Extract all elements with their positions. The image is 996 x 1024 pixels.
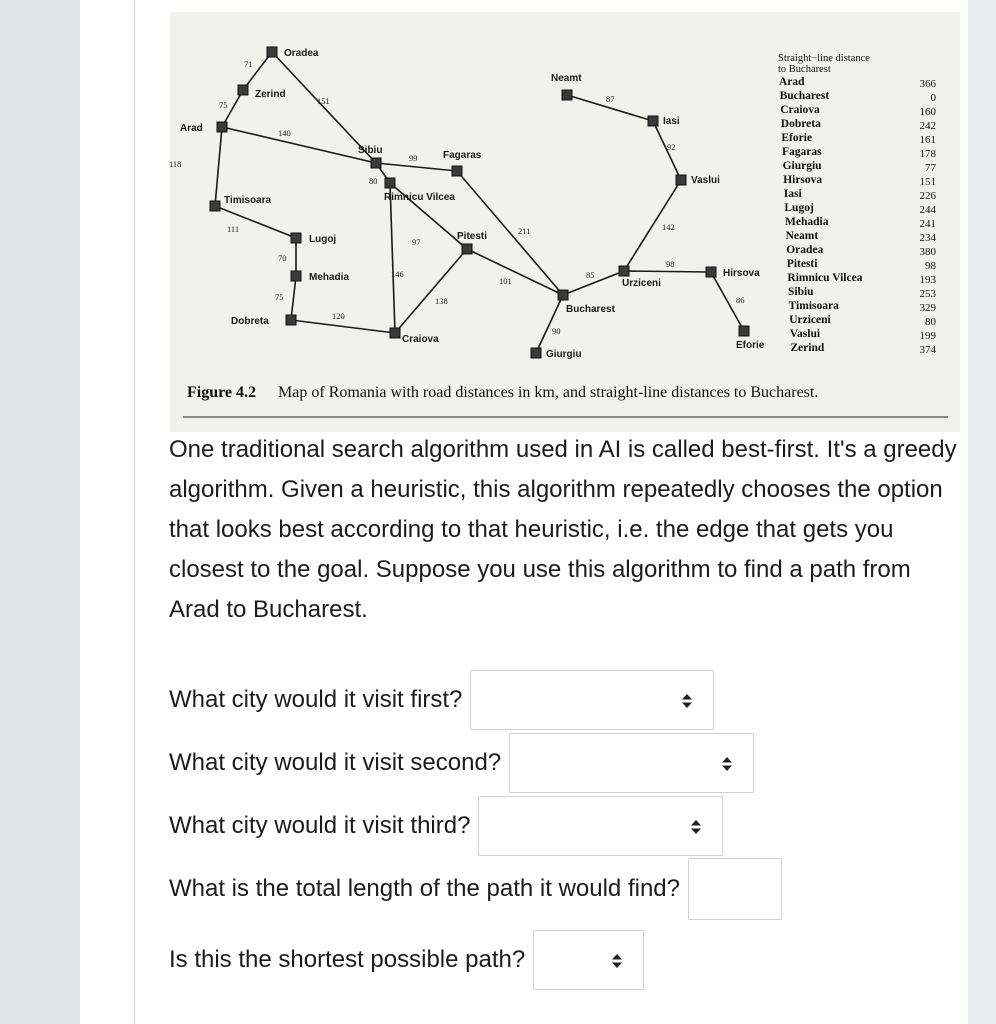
figure-caption <box>187 384 957 402</box>
road-oradea-zerind <box>243 52 272 90</box>
city-node-eforie <box>739 326 749 336</box>
sld-city-2: Craiova <box>780 104 820 116</box>
sld-city-17: Urziceni <box>789 314 831 326</box>
sld-city-6: Giurgiu <box>782 160 822 172</box>
question-5-select[interactable] <box>533 930 644 990</box>
road-distance-oradea-sibiu: 151 <box>317 96 330 106</box>
city-node-zerind <box>238 85 248 95</box>
question-3-row <box>169 796 723 856</box>
sld-distance-6: 77 <box>925 162 936 174</box>
road-distance-vaslui-iasi: 92 <box>667 142 676 152</box>
road-distance-mehadia-dobreta: 75 <box>275 292 284 302</box>
question-2-select[interactable] <box>509 733 754 793</box>
city-label-bucharest: Bucharest <box>566 304 615 315</box>
select-arrows-icon <box>681 693 693 709</box>
sld-city-8: Iasi <box>783 188 802 200</box>
sld-city-14: Rimnicu Vilcea <box>787 272 863 284</box>
road-distance-lugoj-mehadia: 70 <box>278 253 287 263</box>
city-label-sibiu: Sibiu <box>358 145 383 156</box>
question-5-row <box>169 930 644 990</box>
city-node-rimnicu <box>385 178 395 188</box>
sld-city-15: Sibiu <box>788 286 814 298</box>
road-distance-hirsova-eforie: 86 <box>736 295 745 305</box>
question-4-label: What is the total length of the path it would find? <box>169 875 680 902</box>
city-node-craiova <box>390 328 400 338</box>
sld-distance-10: 241 <box>919 218 936 230</box>
city-label-neamt: Neamt <box>551 73 582 84</box>
road-distance-bucharest-urziceni: 85 <box>586 270 595 280</box>
road-distance-craiova-pitesti: 138 <box>435 296 448 306</box>
sld-title-line: Straight−line distance <box>778 53 870 64</box>
city-label-giurgiu: Giurgiu <box>546 349 582 360</box>
road-pitesti-bucharest <box>467 249 563 295</box>
road-distance-arad-sibiu: 140 <box>278 128 291 138</box>
road-mehadia-dobreta <box>291 276 296 320</box>
sld-distance-17: 80 <box>925 316 936 328</box>
city-label-oradea: Oradea <box>284 48 319 59</box>
question-1-label: What city would it visit first? <box>169 686 463 713</box>
road-distance-fagaras-bucharest: 211 <box>518 226 531 236</box>
question-1-select[interactable] <box>470 670 714 730</box>
sld-city-10: Mehadia <box>785 216 829 228</box>
sld-city-16: Timisoara <box>788 300 839 312</box>
road-distance-urziceni-vaslui: 142 <box>662 222 675 232</box>
sld-distance-1: 0 <box>930 92 936 104</box>
sld-city-18: Vaslui <box>789 328 821 340</box>
sld-city-11: Neamt <box>785 230 819 242</box>
select-arrows-icon <box>611 953 623 969</box>
city-node-arad <box>217 122 227 132</box>
city-node-vaslui <box>676 175 686 185</box>
road-distance-pitesti-bucharest: 101 <box>499 276 512 286</box>
sld-city-4: Eforie <box>781 132 813 144</box>
city-label-timisoara: Timisoara <box>224 195 272 206</box>
city-label-dobreta: Dobreta <box>231 316 269 327</box>
sld-distance-11: 234 <box>919 232 936 244</box>
city-node-urziceni <box>619 266 629 276</box>
road-arad-sibiu <box>222 127 376 163</box>
sld-distance-2: 160 <box>919 106 936 118</box>
sld-distance-8: 226 <box>919 190 936 202</box>
sld-distance-12: 380 <box>919 246 936 258</box>
figure-underline <box>183 416 948 418</box>
sld-distance-4: 161 <box>919 134 936 146</box>
road-dobreta-craiova <box>291 320 395 333</box>
select-arrows-icon <box>690 819 702 835</box>
city-node-pitesti <box>462 244 472 254</box>
city-node-iasi <box>648 116 658 126</box>
sld-city-7: Hirsova <box>783 174 823 186</box>
road-rimnicu-craiova <box>390 183 395 333</box>
sld-distance-18: 199 <box>919 330 936 342</box>
sld-distance-3: 242 <box>919 120 936 132</box>
city-node-timisoara <box>210 201 220 211</box>
city-node-fagaras <box>452 166 462 176</box>
question-2-label: What city would it visit second? <box>169 749 502 776</box>
sld-distance-9: 244 <box>919 204 936 216</box>
question-4-row <box>169 859 782 919</box>
question-5-label: Is this the shortest possible path? <box>169 946 526 973</box>
road-distance-rimnicu-craiova: 146 <box>391 269 404 279</box>
sld-distance-14: 193 <box>919 274 936 286</box>
city-label-arad: Arad <box>180 123 203 134</box>
sld-distance-15: 253 <box>919 288 936 300</box>
road-distance-dobreta-craiova: 120 <box>332 311 345 321</box>
road-distance-urziceni-hirsova: 98 <box>666 259 675 269</box>
road-sibiu-fagaras <box>376 163 457 171</box>
city-label-pitesti: Pitesti <box>457 231 488 242</box>
sld-city-1: Bucharest <box>779 90 830 102</box>
question-text: One traditional search algorithm used in AI is called best-first. It's a greedy algorithm. Given a heuristic, this algorithm repeatedly chooses the option that looks best according to that heuristic, i.e. the edge that gets you closest to the goal. Suppose you use this algorithm to find a path from Arad to Bucharest. <box>169 436 957 623</box>
road-craiova-pitesti <box>395 249 467 333</box>
select-arrows-icon <box>721 756 733 772</box>
city-label-lugoj: Lugoj <box>309 234 337 245</box>
city-node-mehadia <box>291 271 301 281</box>
road-distance-sibiu-fagaras: 99 <box>409 153 418 163</box>
city-label-zerind: Zerind <box>255 89 286 100</box>
city-node-giurgiu <box>531 348 541 358</box>
sld-distance-13: 98 <box>925 260 936 272</box>
figure-caption-text: Map of Romania with road distances in km, and straight-line distances to Bucharest. <box>278 384 819 401</box>
sld-distance-19: 374 <box>919 344 936 356</box>
sld-city-3: Dobreta <box>780 118 821 130</box>
city-node-sibiu <box>371 158 381 168</box>
city-label-hirsova: Hirsova <box>723 268 760 279</box>
sld-city-5: Fagaras <box>782 146 822 158</box>
road-distance-arad-timisoara: 118 <box>169 159 182 169</box>
city-label-craiova: Craiova <box>402 334 439 345</box>
question-4-input[interactable] <box>688 858 782 920</box>
road-distance-oradea-zerind: 71 <box>244 59 253 69</box>
road-distance-timisoara-lugoj: 111 <box>227 224 240 234</box>
city-label-rimnicu: Rimnicu Vilcea <box>384 192 455 203</box>
city-node-neamt <box>562 90 572 100</box>
question-2-row <box>169 733 754 793</box>
road-urziceni-hirsova <box>624 271 711 272</box>
road-distance-sibiu-rimnicu: 80 <box>369 176 378 186</box>
road-distance-zerind-arad: 75 <box>219 100 228 110</box>
sld-city-9: Lugoj <box>784 202 814 214</box>
page-left-margin <box>0 0 80 1024</box>
question-3-select[interactable] <box>478 796 723 856</box>
sld-distance-16: 329 <box>919 302 936 314</box>
figure-number: Figure 4.2 <box>187 384 257 401</box>
city-label-vaslui: Vaslui <box>691 175 720 186</box>
city-label-iasi: Iasi <box>663 116 680 127</box>
sld-distance-7: 151 <box>919 176 936 188</box>
sld-distance-0: 366 <box>919 78 936 90</box>
city-node-dobreta <box>286 315 296 325</box>
city-node-lugoj <box>291 233 301 243</box>
card-divider <box>134 0 135 1024</box>
sld-distance-5: 178 <box>919 148 936 160</box>
sld-city-0: Arad <box>779 76 805 88</box>
sld-title-line: to Bucharest <box>778 64 831 75</box>
sld-city-19: Zerind <box>790 342 825 354</box>
question-1-row <box>169 670 714 730</box>
road-bucharest-giurgiu <box>536 295 563 353</box>
romania-map <box>169 20 947 372</box>
road-arad-timisoara <box>215 127 222 206</box>
city-node-bucharest <box>558 290 568 300</box>
city-node-oradea <box>267 47 277 57</box>
city-node-hirsova <box>706 267 716 277</box>
city-label-fagaras: Fagaras <box>443 150 482 161</box>
city-label-mehadia: Mehadia <box>309 272 350 283</box>
question-3-label: What city would it visit third? <box>169 812 471 839</box>
city-label-eforie: Eforie <box>736 340 765 351</box>
city-label-urziceni: Urziceni <box>622 278 661 289</box>
road-distance-bucharest-giurgiu: 90 <box>552 326 561 336</box>
road-distance-rimnicu-pitesti: 97 <box>412 237 421 247</box>
sld-city-13: Pitesti <box>786 258 818 270</box>
road-distance-iasi-neamt: 87 <box>606 94 615 104</box>
sld-city-12: Oradea <box>786 244 824 256</box>
